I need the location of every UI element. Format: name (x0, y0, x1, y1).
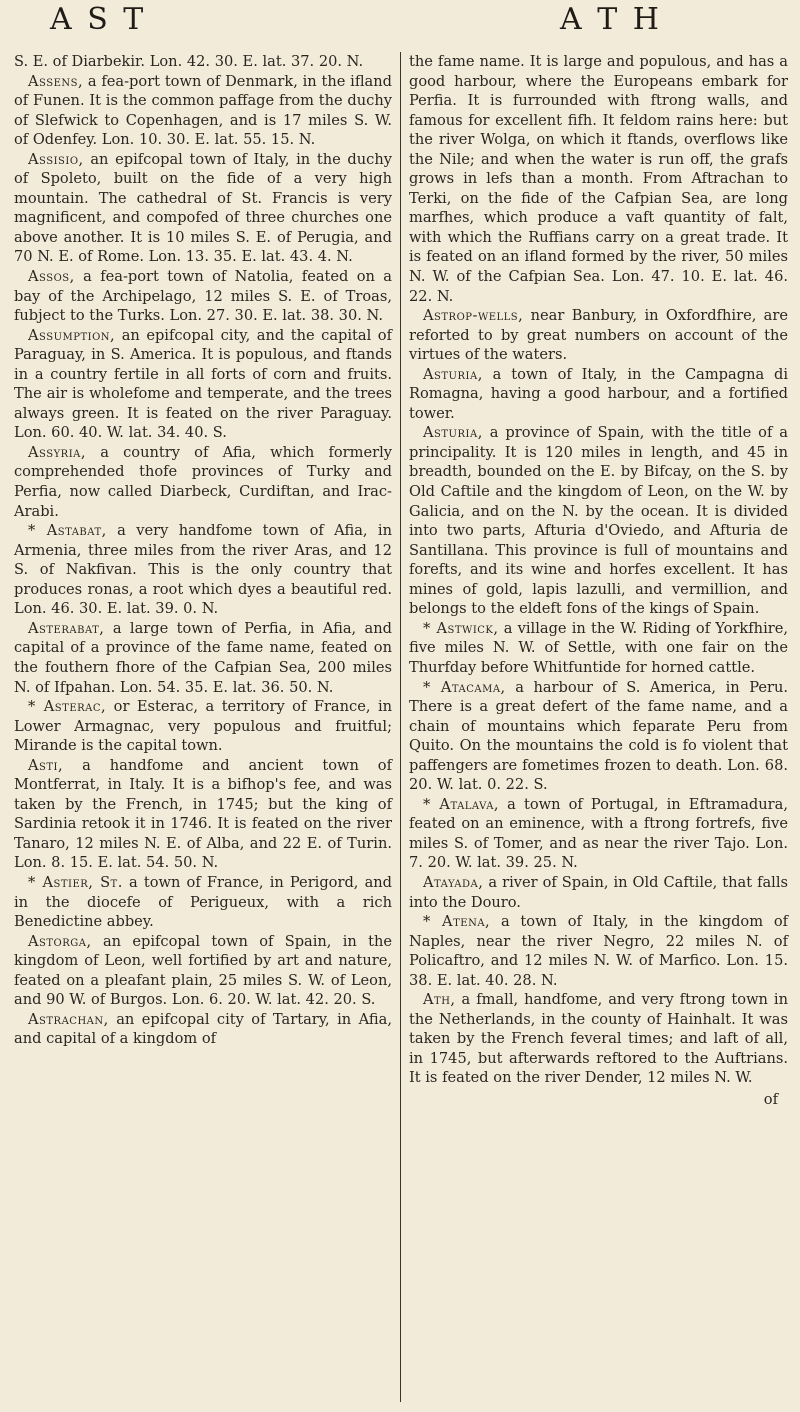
entry-headword: Assumption, (28, 326, 116, 344)
dictionary-entry (14, 326, 392, 443)
dictionary-entry (409, 52, 788, 306)
entry-headword: Astrachan, (28, 1010, 109, 1028)
dictionary-entry (14, 150, 392, 267)
entry-text: a town of Italy, in the kingdom of Naples, near the river Negro, 22 miles N. of Policaftro, and 12 miles N. W. of Marfico. Lon. 15. 38. E. lat. 40. 28. N. (409, 913, 789, 989)
right-column (401, 52, 788, 1402)
dictionary-entry (409, 423, 788, 618)
entry-headword: * Astwick, (423, 619, 499, 637)
dictionary-entry (14, 697, 392, 756)
dictionary-entry (409, 365, 788, 424)
entry-headword: Assisio, (28, 150, 84, 168)
dictionary-entry (14, 1010, 392, 1049)
entry-headword: Asturia, (423, 424, 483, 442)
entry-text: a handfome and ancient town of Montferrat, in Italy. It is a bifhop's fee, and was taken by the French, in 1745; but the king of Sardinia retook it in 1746. It is feated on the river Tanaro, 12 miles N. E. of Alba, and 22 E. of Turin. Lon. 8. 15. E. lat. 54. 50. N. (14, 756, 392, 872)
entry-headword: * Astabat, (28, 522, 107, 540)
dictionary-entry (409, 795, 788, 873)
entry-text: an epifcopal city, and the capital of Paraguay, in S. America. It is populous, and ftands in a country fertile in all forts of corn and fruits. The air is wholefome and temperate, and the trees always green. It is feated on the river Paraguay. Lon. 60. 40. W. lat. 34. 40. S. (14, 326, 392, 442)
entry-headword: Asterabat, (28, 619, 105, 637)
text-columns (14, 52, 788, 1402)
entry-headword: Ath, (423, 991, 456, 1009)
entry-text: or Esterac, a territory of France, in Lower Armagnac, very populous and fruitful; Mirande is the capital town. (14, 698, 393, 755)
entry-headword: * Atacama, (423, 678, 506, 696)
entry-headword: Asturia, (423, 365, 483, 383)
entry-headword: Assyria, (28, 443, 87, 461)
entry-text: a province of Spain, with the title of a principality. It is 120 miles in length, and 45 in breadth, bounded on the E. by Bifcay, on the S. by Old Caftile and the kingdom of Leon, on the W. by Galicia, and on the N. by the ocean. It is divided into two parts, Afturia d'Oviedo, and Afturia de Santillana. This province is full of mountains and forefts, and its wine and horfes excellent. It has mines of gold, lapis lazulli, and vermillion, and belongs to the eldeft fons of the kings of Spain. (409, 424, 788, 618)
entry-headword: Atayada, (423, 873, 484, 891)
entry-text: a river of Spain, in Old Caftile, that falls into the Douro. (409, 873, 788, 911)
entry-text: a harbour of S. America, in Peru. There is a great defert of the fame name, and a chain of mountains which feparate Peru from Quito. On the mountains the cold is fo violent that paffengers are fometimes frozen to death. Lon. 68. 20. W. lat. 0. 22. S. (409, 678, 789, 794)
entry-text: near Banbury, in Oxfordfhire, are reforted to by great numbers on account of the virtues of the waters. (409, 307, 788, 364)
entry-text: a fmall, handfome, and very ftrong town in the Netherlands, in the county of Hainhalt. It was taken by the French feveral times; and laft of all, in 1745, but afterwards reftored to the Auftrians. It is feated on the river Dender, 12 miles N. W. (409, 991, 788, 1087)
entry-text: an epifcopal town of Italy, in the duchy of Spoleto, built on the fide of a very high mountain. The cathedral of St. Francis is very magnificent, and compofed of three churches one above another. It is 10 miles S. E. of Perugia, and 70 N. E. of Rome. Lon. 13. 35. E. lat. 43. 4. N. (14, 150, 392, 266)
dictionary-entry (14, 756, 392, 873)
dictionary-entry (409, 873, 788, 912)
entry-text: a country of Afia, which formerly comprehended thofe provinces of Turky and Perfia, now called Diarbeck, Curdiftan, and Irac-Arabi. (14, 443, 392, 520)
entry-text: a town of France, in Perigord, and in the diocefe of Perigueux, with a rich Benedictine abbey. (14, 873, 393, 931)
entry-headword: Astrop-wells, (423, 307, 524, 325)
entry-text: a village in the W. Riding of Yorkfhire, five miles N. W. of Settle, with one fair on the Thurfday before Whitfuntide for horned cattle. (409, 619, 788, 676)
entry-headword: * Asterac, (28, 698, 107, 716)
dictionary-entry (409, 990, 788, 1088)
entry-headword: * Atalava, (423, 795, 500, 813)
entry-text: a very handfome town of Afia, in Armenia, three miles from the river Aras, and 12 S. of Nakfivan. This is the only country that produces ronas, a root which dyes a beautiful red. Lon. 46. 30. E. lat. 39. 0. N. (14, 522, 392, 618)
dictionary-entry (14, 932, 392, 1010)
dictionary-entry (14, 521, 392, 619)
catchword: of (763, 1090, 778, 1108)
entry-text: a town of Portugal, in Eftramadura, feated on an eminence, with a ftrong fortrefs, five miles S. of Tomer, and as near the river Tajo. Lon. 7. 20. W. lat. 39. 25. N. (409, 795, 788, 872)
entry-text: an epifcopal city of Tartary, in Afia, and capital of a kingdom of (14, 1010, 392, 1048)
entry-headword: * Atena, (423, 913, 491, 931)
dictionary-entry (14, 72, 392, 150)
dictionary-entry (409, 912, 788, 990)
left-column (14, 52, 401, 1402)
entry-headword: Asti, (28, 756, 64, 774)
dictionary-entry (409, 678, 788, 795)
right-running-header: A T H (560, 2, 662, 37)
entry-text: a fea-port town of Natolia, feated on a bay of the Archipelago, 12 miles S. E. of Troas, fubject to the Turks. Lon. 27. 30. E. lat. 38. 30. N. (14, 268, 393, 325)
entry-text: a town of Italy, in the Campagna di Romagna, having a good harbour, and a fortified tower. (409, 365, 789, 422)
left-running-header: A S T (50, 2, 147, 37)
entry-text: a large town of Perfia, in Afia, and capital of a province of the fame name, feated on the fouthern fhore of the Cafpian Sea, 200 miles N. of Ifpahan. Lon. 54. 35. E. lat. 36. 50. N. (14, 619, 392, 696)
entry-headword: Assens, (28, 72, 84, 90)
dictionary-entry (14, 52, 392, 72)
dictionary-entry (14, 443, 392, 521)
entry-headword: * Astier, St. (28, 873, 123, 891)
entry-text: S. E. of Diarbekir. Lon. 42. 30. E. lat. 37. 20. N. (14, 53, 364, 70)
entry-text: an epifcopal town of Spain, in the kingdom of Leon, well fortified by art and nature, feated on a pleafant plain, 25 miles S. W. of Leon, and 90 W. of Burgos. Lon. 6. 20. W. lat. 42. 20. S. (14, 932, 393, 1009)
entry-headword: Astorga, (28, 932, 92, 950)
dictionary-entry (14, 619, 392, 697)
entry-text: the fame name. It is large and populous, and has a good harbour, where the Europeans embark for Perfia. It is furrounded with ftrong walls, and famous for excellent fifh. It feldom rains here: but the river Wolga, on which it ftands, overflows like the Nile; and when the water is run off, the grafs grows in lefs than a month. From Aftrachan to Terki, on the fide of the Cafpian Sea, are long marfhes, which produce a vaft quantity of falt, with which the Ruffians carry on a great trade. It is feated on an ifland formed by the river, 50 miles N. W. of the Cafpian Sea. Lon. 47. 10. E. lat. 46. 22. N. (409, 53, 788, 305)
entry-text: a fea-port town of Denmark, in the ifland of Funen. It is the common paffage from the duchy of Slefwick to Copenhagen, and is 17 miles S. W. of Odenfey. Lon. 10. 30. E. lat. 55. 15. N. (14, 72, 393, 149)
entry-headword: Assos, (28, 268, 75, 286)
dictionary-entry (14, 873, 392, 932)
dictionary-entry (409, 619, 788, 678)
dictionary-entry (14, 267, 392, 326)
dictionary-entry (409, 306, 788, 365)
